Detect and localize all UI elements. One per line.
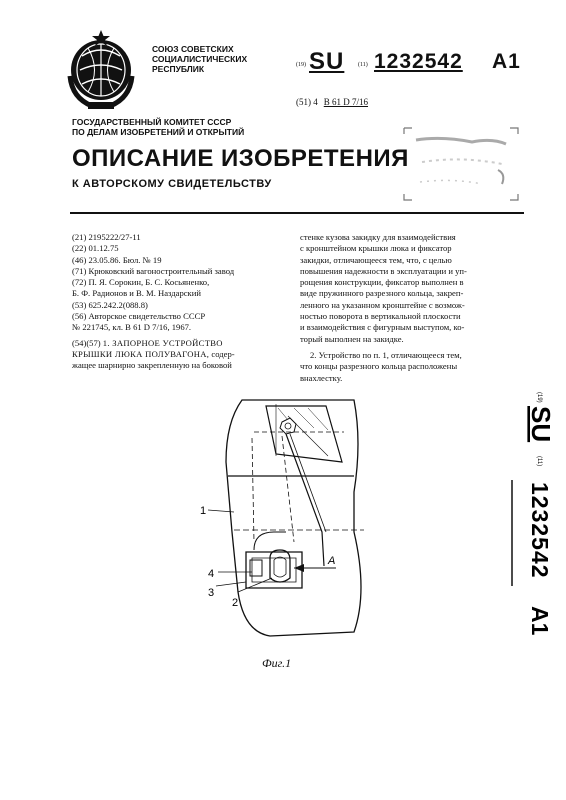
ipc-classification: (51) 4 B 61 D 7/16	[296, 97, 369, 107]
library-stamp	[402, 126, 520, 202]
country-code: SU	[309, 48, 345, 75]
text-line: с кронштейном крышки люка и фиксатор	[300, 243, 452, 254]
side-patent-number	[508, 392, 556, 644]
text-line: стенке кузова закидку для взаимодействия	[300, 232, 456, 242]
biblio-line: Б. Ф. Радионов и В. М. Наздарский	[72, 288, 201, 299]
patent-kind: A1	[492, 50, 521, 73]
text-line: повышения надежности в эксплуатации и уп-	[300, 265, 467, 276]
figure-1-drawing	[194, 392, 374, 652]
bibliographic-data	[72, 232, 287, 334]
biblio-line: (53) 625.242.2(088.8)	[72, 299, 148, 310]
biblio-line: (46) 23.05.86. Бюл. № 19	[72, 254, 162, 265]
figure-label-a: A	[328, 555, 336, 567]
patent-number-line: (19) SU (11) 1232542 A1	[296, 48, 521, 75]
figure-label-3: 3	[208, 587, 215, 599]
text-line: ностью поворота в вертикальной плоскости	[300, 311, 461, 322]
svg-text:SU: SU	[526, 406, 556, 443]
claim-2-line: 2. Устройство по п. 1, отличающееся тем,	[310, 349, 462, 360]
committee-name: ГОСУДАРСТВЕННЫЙ КОМИТЕТ СССР ПО ДЕЛАМ ИЗОБРЕТЕНИЙ И ОТКРЫТИЙ	[72, 117, 245, 137]
text-line: рощения конструкции, фиксатор выполнен в	[300, 277, 464, 288]
svg-text:1232542: 1232542	[527, 482, 553, 579]
biblio-line: (71) Крюковский вагоностроительный завод	[72, 265, 235, 276]
header-divider	[70, 212, 524, 214]
text-line: торый выполнен на закидке.	[300, 333, 404, 344]
biblio-line: (21) 2195222/27-11	[72, 232, 141, 242]
text-line: и взаимодействия с фигурным выступом, ко-	[300, 322, 465, 333]
svg-text:A1: A1	[527, 606, 553, 636]
svg-text:(11): (11)	[536, 456, 542, 467]
claim-2-line: внахлестку.	[300, 372, 343, 383]
claim-1-start: (54)(57) 1. ЗАПОРНОЕ УСТРОЙСТВО КРЫШКИ ЛЮКА ПОЛУВАГОНА, содер- жащее шарнирно закрепленную на боковой	[72, 338, 235, 370]
ussr-emblem-icon	[62, 26, 140, 112]
text-line: ленного на указанном кронштейне с возмож-	[300, 299, 465, 310]
figure-label-4: 4	[208, 568, 215, 580]
claim-2-line: что концы разрезного кольца расположены	[300, 361, 458, 372]
figure-label-2: 2	[232, 597, 239, 609]
text-line: закидки, отличающееся тем, что, с целью	[300, 254, 452, 265]
biblio-line: (56) Авторское свидетельство СССР	[72, 311, 206, 322]
patent-number: 1232542	[374, 50, 463, 73]
biblio-line: (72) П. Я. Сорокин, Б. С. Косьяненко,	[72, 277, 210, 288]
figure-caption: Фиг.1	[262, 656, 292, 670]
claim-text-right-column	[300, 232, 518, 384]
document-title: ОПИСАНИЕ ИЗОБРЕТЕНИЯ	[72, 145, 409, 172]
svg-text:(19): (19)	[536, 392, 542, 403]
figure-label-1: 1	[200, 505, 207, 517]
text-line: виде пружинного разрезного кольца, закреп-	[300, 288, 464, 299]
country-union-name: СОЮЗ СОВЕТСКИХ СОЦИАЛИСТИЧЕСКИХ РЕСПУБЛИК	[152, 44, 248, 74]
biblio-line: № 221745, кл. В 61 D 7/16, 1967.	[72, 322, 192, 333]
document-subtitle: К АВТОРСКОМУ СВИДЕТЕЛЬСТВУ	[72, 178, 272, 190]
biblio-line: (22) 01.12.75	[72, 243, 119, 254]
